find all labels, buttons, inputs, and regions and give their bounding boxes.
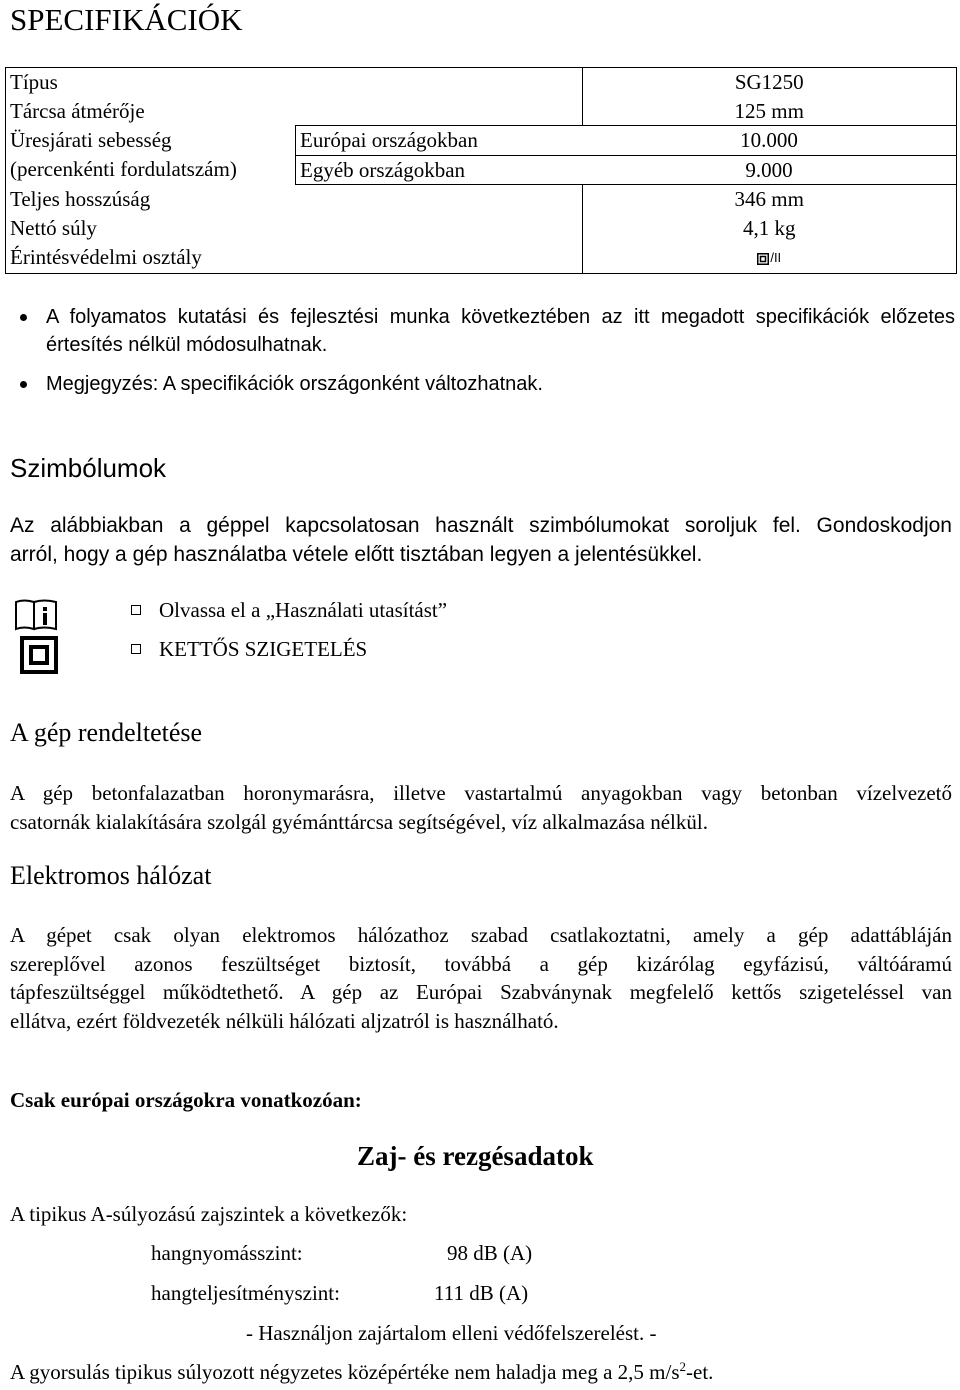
note-item [10, 303, 955, 359]
purpose-text [10, 779, 952, 836]
noise-label: hangnyomásszint: [151, 1241, 303, 1265]
symbol-item [131, 598, 447, 623]
electric-line: ellátva, ezért földvezeték nélküli hálózati aljzatról is használható. [10, 1008, 559, 1033]
vibration-exponent: 2 [679, 1359, 686, 1374]
checkbox-bullet-icon [131, 605, 141, 615]
spec-value [582, 243, 957, 274]
symbol-label: KETTŐS SZIGETELÉS [159, 637, 368, 661]
spec-label: (percenkénti fordulatszám) [6, 155, 296, 185]
spec-label: Típus [6, 68, 296, 97]
electric-line: szereplővel azonos feszültséget biztosít, továbbá a gép kizárólag egyfázisú, váltóáramú [10, 951, 952, 976]
spec-value: 4,1 kg [582, 214, 957, 243]
spec-label: Tárcsa átmérője [6, 97, 296, 126]
spec-row-type [6, 68, 957, 97]
purpose-heading: A gép rendeltetése [10, 718, 203, 747]
spec-row-class [6, 243, 957, 274]
spec-value: 125 mm [582, 97, 957, 126]
page-title: SPECIFIKÁCIÓK [10, 2, 243, 37]
noise-value: 111 dB (A) [434, 1281, 529, 1305]
spec-label: Teljes hosszúság [6, 185, 296, 214]
symbol-item [131, 637, 367, 662]
vibration-text-end: -et. [686, 1360, 714, 1384]
noise-warning: - Használjon zajártalom elleni védőfelszerelést. - [246, 1321, 657, 1345]
double-insulation-icon [20, 636, 58, 674]
vibration-text: A gyorsulás tipikus súlyozott négyzetes középértéke nem haladja meg a 2,5 m/s [10, 1360, 680, 1384]
noise-intro: A tipikus A-súlyozású zajszintek a következők: [10, 1202, 408, 1226]
notes-list [10, 303, 955, 409]
protection-class-label: /II [770, 250, 782, 266]
spec-value: 346 mm [582, 185, 957, 214]
symbols-heading: Szimbólumok [10, 453, 167, 483]
purpose-line: A gép betonfalazatban horonymarásra, illetve vastartalmú anyagokban vagy betonban vízelvezető [10, 781, 952, 805]
symbols-intro-line: Az alábbiakban a géppel kapcsolatosan használt szimbólumokat soroljuk fel. Gondoskodjon [10, 514, 952, 537]
symbols-intro-line: arról, hogy a gép használatba vétele előtt tisztában legyen a jelentésükkel. [10, 542, 703, 566]
electric-line: A gépet csak olyan elektromos hálózathoz szabad csatlakoztatni, amely a gép adattábláján [10, 923, 952, 947]
spec-value: SG1250 [582, 68, 957, 97]
vibration-statement [10, 1359, 713, 1385]
spec-value: 9.000 [582, 155, 957, 185]
electric-heading: Elektromos hálózat [10, 861, 212, 890]
symbols-intro [10, 512, 952, 569]
bullet-icon [20, 381, 27, 388]
europe-heading: Csak európai országokra vonatkozóan: [10, 1088, 362, 1112]
spec-row-speed-other [6, 155, 957, 185]
electric-text [10, 921, 952, 1035]
checkbox-bullet-icon [131, 644, 141, 654]
note-text: Megjegyzés: A specifikációk országonként változhatnak. [46, 373, 543, 395]
noise-label: hangteljesítményszint: [151, 1281, 340, 1305]
noise-heading: Zaj- és rezgésadatok [357, 1141, 594, 1171]
spec-row-weight [6, 214, 957, 243]
note-text: A folyamatos kutatási és fejlesztési munka következtében az itt megadott specifikációk előzetes értesítés nélkül módosulhatnak. [46, 306, 955, 356]
spec-label: Nettó súly [6, 214, 296, 243]
noise-value: 98 dB (A) [447, 1241, 533, 1265]
note-item [10, 370, 955, 398]
spec-label: Üresjárati sebesség [6, 126, 296, 156]
bullet-icon [20, 314, 27, 321]
manual-icon [14, 598, 60, 632]
double-insulation-icon [757, 253, 769, 265]
spec-row-speed-eu [6, 126, 957, 156]
spec-row-length [6, 185, 957, 214]
electric-line: tápfeszültséggel működtethető. A gép az Európai Szabványnak megfelelő kettős szigeteléssel van [10, 980, 952, 1004]
purpose-line: csatornák kialakítására szolgál gyémánttárcsa segítségével, víz alkalmazása nélkül. [10, 809, 708, 834]
spec-table [5, 67, 957, 274]
spec-value: 10.000 [582, 126, 957, 156]
spec-country: Európai országokban [296, 126, 583, 156]
spec-row-disc [6, 97, 957, 126]
spec-country: Egyéb országokban [296, 155, 583, 185]
symbol-label: Olvassa el a „Használati utasítást” [159, 598, 448, 622]
spec-label: Érintésvédelmi osztály [6, 243, 296, 274]
